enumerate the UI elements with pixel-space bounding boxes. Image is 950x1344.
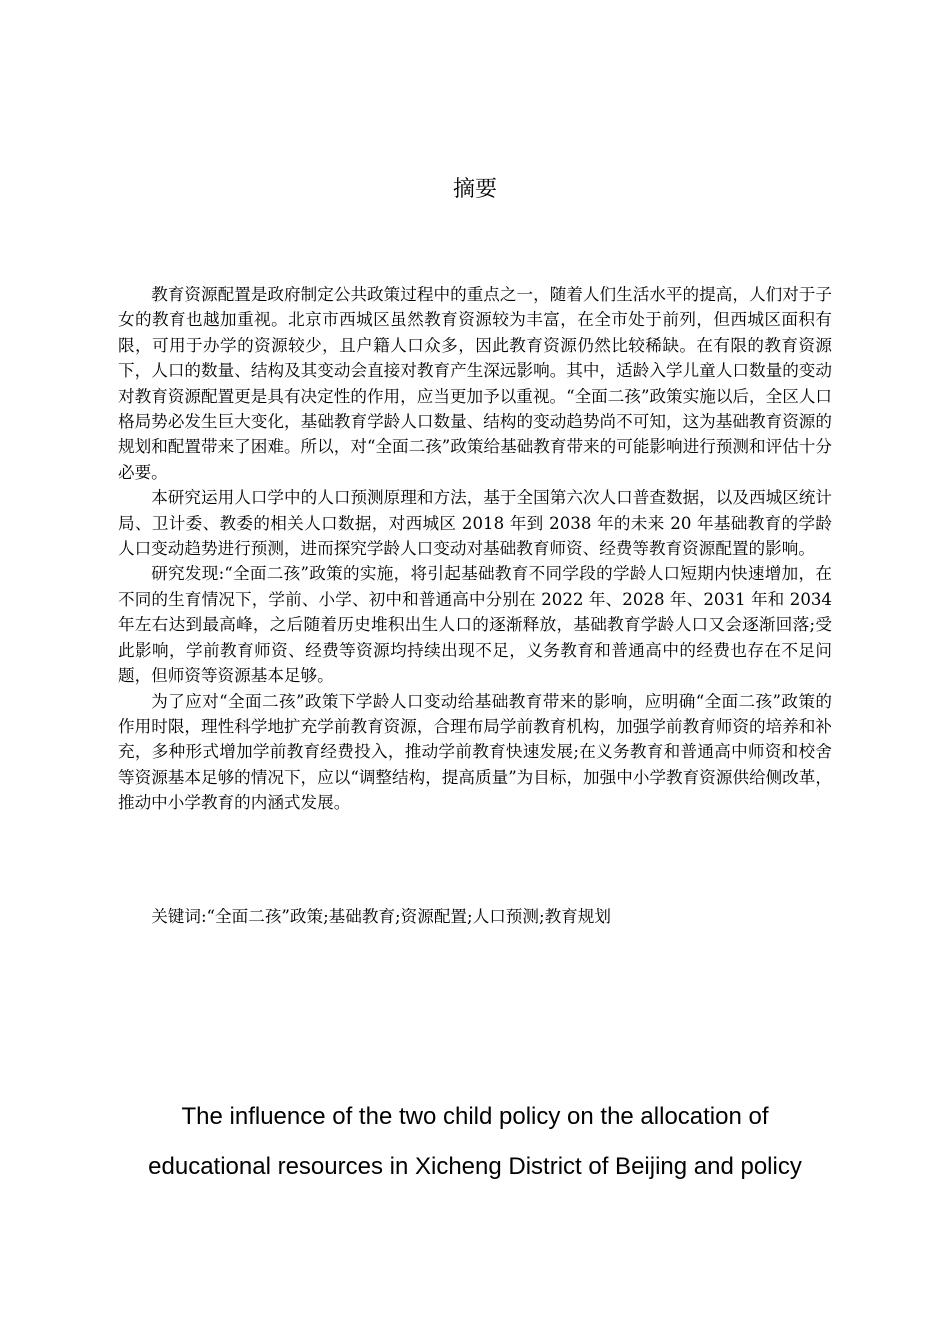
abstract-paragraph-3: 研究发现:“全面二孩”政策的实施，将引起基础教育不同学段的学龄人口短期内快速增加，在不同的生育情况下，学前、小学、初中和普通高中分别在 2022 年、2028 年、2031 年和 2034 年左右达到最高峰，之后随着历史堆积出生人口的逐渐释放，基础教育学龄人口又会逐渐回落;受此影响，学前教育师资、经费等资源均持续出现不足，义务教育和普通高中的经费也存在不足问题，但师资等资源基本足够。	[118, 564, 832, 686]
keywords-line: 关键词:“全面二孩”政策;基础教育;资源配置;人口预测;教育规划	[151, 907, 611, 926]
abstract-paragraph-1: 教育资源配置是政府制定公共政策过程中的重点之一，随着人们生活水平的提高，人们对于子女的教育也越加重视。北京市西城区虽然教育资源较为丰富，在全市处于前列，但西城区面积有限，可用于办学的资源较少，且户籍人口众多，因此教育资源仍然比较稀缺。在有限的教育资源下，人口的数量、结构及其变动会直接对教育产生深远影响。其中，适龄入学儿童人口数量的变动对教育资源配置更是具有决定性的作用，应当更加予以重视。“全面二孩”政策实施以后，全区人口格局势必发生巨大变化，基础教育学龄人口数量、结构的变动趋势尚不可知，这为基础教育资源的规划和配置带来了困难。所以，对“全面二孩”政策给基础教育带来的可能影响进行预测和评估十分必要。	[118, 285, 832, 482]
english-title-line-2: educational resources in Xicheng District of Beijing and policy	[148, 1153, 802, 1180]
abstract-paragraph-4: 为了应对“全面二孩”政策下学龄人口变动给基础教育带来的影响，应明确“全面二孩”政策的作用时限，理性科学地扩充学前教育资源，合理布局学前教育机构，加强学前教育师资的培养和补充，多种形式增加学前教育经费投入，推动学前教育快速发展;在义务教育和普通高中师资和校舍等资源基本足够的情况下，应以“调整结构，提高质量”为目标，加强中小学教育资源供给侧改革，推动中小学教育的内涵式发展。	[118, 691, 832, 813]
abstract-paragraph-2: 本研究运用人口学中的人口预测原理和方法，基于全国第六次人口普查数据，以及西城区统计局、卫计委、教委的相关人口数据，对西城区 2018 年到 2038 年的未来 20 年基础教育的学龄人口变动趋势进行预测，进而探究学龄人口变动对基础教育师资、经费等教育资源配置的影响。	[118, 488, 832, 559]
abstract-heading: 摘要	[452, 177, 497, 202]
english-title-line-1: The influence of the two child policy on the allocation of	[181, 1103, 769, 1130]
english-title	[60, 1096, 890, 1188]
abstract-body	[118, 282, 832, 816]
